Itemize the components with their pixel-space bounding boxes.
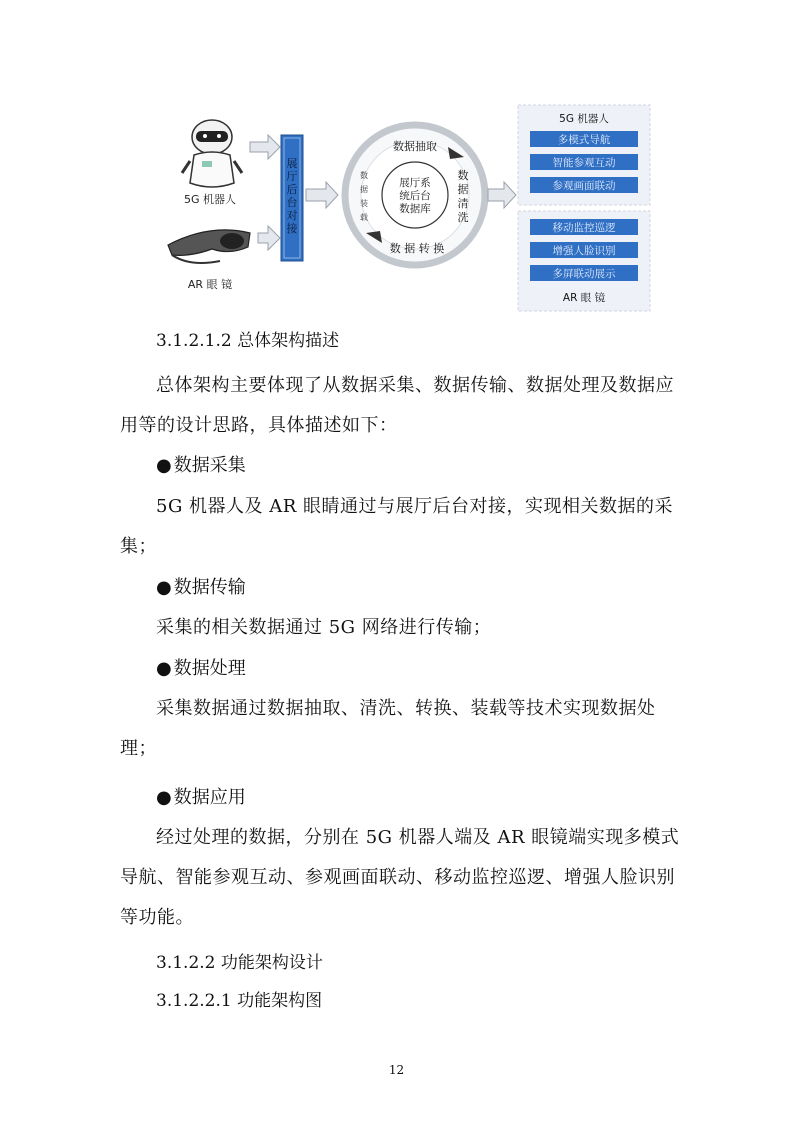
cycle-center-line-2: 数据库 xyxy=(399,203,431,215)
cycle-left-char-0: 数 xyxy=(360,171,368,180)
backend-box-char-1: 厅 xyxy=(286,170,298,183)
cycle-right-char-0: 数 xyxy=(457,169,469,182)
section-title-processing xyxy=(156,655,246,683)
cycle-center-line-0: 展厅系 xyxy=(399,177,431,189)
cycle-right-char-2: 清 xyxy=(457,197,469,210)
section-text-collection: 5G 机器人及 AR 眼睛通过与展厅后台对接，实现相关数据的采集； xyxy=(120,496,674,557)
arrow-glasses-to-backend xyxy=(258,226,280,250)
backend-box-char-2: 后 xyxy=(286,183,298,196)
robot-label: 5G 机器人 xyxy=(183,193,237,206)
section-title-transmission xyxy=(156,574,246,602)
bullet-icon: ● xyxy=(156,787,172,808)
section-text-application: 经过处理的数据，分别在 5G 机器人端及 AR 眼镜端实现多模式导航、智能参观互动、参观画面联动、移动监控巡逻、增强人脸识别等功能。 xyxy=(120,827,680,928)
cycle-right-char-3: 洗 xyxy=(457,211,469,224)
section-title-application xyxy=(156,784,246,812)
glasses-panel-item-0: 移动监控巡逻 xyxy=(552,222,616,234)
glasses-panel-item-2: 多屏联动展示 xyxy=(552,268,616,280)
cycle-top-label: 数据抽取 xyxy=(393,140,437,153)
bullet-icon: ● xyxy=(156,577,172,598)
section-title: 数据处理 xyxy=(173,658,246,679)
glasses-label: AR 眼 镜 xyxy=(187,278,233,291)
cycle-left-char-3: 载 xyxy=(360,213,368,222)
section-text-processing: 采集数据通过数据抽取、清洗、转换、装载等技术实现数据处理； xyxy=(120,698,656,759)
heading-functional-architecture: 3.1.2.2 功能架构设计 xyxy=(156,953,323,973)
heading-functional-diagram: 3.1.2.2.1 功能架构图 xyxy=(156,991,323,1011)
arrow-cycle-to-panels xyxy=(488,182,516,208)
cycle-left-char-2: 装 xyxy=(360,199,368,208)
cycle-center-line-1: 统后台 xyxy=(399,190,431,202)
backend-box-char-5: 接 xyxy=(286,222,298,235)
section-title: 数据应用 xyxy=(173,787,246,808)
glasses-panel-title: AR 眼 镜 xyxy=(562,292,606,304)
arrow-backend-to-cycle xyxy=(306,182,338,208)
section-title: 数据采集 xyxy=(173,455,246,476)
backend-box-char-3: 台 xyxy=(286,196,298,209)
cycle-right-char-1: 据 xyxy=(457,183,469,196)
intro-paragraph: 总体架构主要体现了从数据采集、数据传输、数据处理及数据应用等的设计思路，具体描述如下： xyxy=(120,375,674,436)
robot-panel-item-0: 多模式导航 xyxy=(557,134,611,146)
section-title: 数据传输 xyxy=(173,577,246,598)
glasses-panel-item-1: 增强人脸识别 xyxy=(552,245,616,257)
backend-box-char-0: 展 xyxy=(286,157,298,170)
cycle-left-char-1: 据 xyxy=(360,185,368,194)
robot-panel-title: 5G 机器人 xyxy=(559,113,609,125)
bullet-icon: ● xyxy=(156,455,172,476)
bullet-icon: ● xyxy=(156,658,172,679)
robot-panel-item-1: 智能参观互动 xyxy=(552,157,616,169)
heading-overall-architecture: 3.1.2.1.2 总体架构描述 xyxy=(156,331,340,351)
page-number: 12 xyxy=(388,1063,405,1077)
section-title-collection xyxy=(156,452,246,480)
arrow-robot-to-backend xyxy=(250,135,280,159)
section-text-transmission: 采集的相关数据通过 5G 网络进行传输； xyxy=(156,617,492,638)
robot-panel-item-2: 参观画面联动 xyxy=(552,180,616,192)
cycle-bottom-label: 数 据 转 换 xyxy=(389,242,445,255)
backend-box-char-4: 对 xyxy=(286,209,298,222)
robot-icon xyxy=(182,120,242,187)
architecture-figure xyxy=(150,95,660,320)
ar-glasses-icon xyxy=(168,230,250,263)
